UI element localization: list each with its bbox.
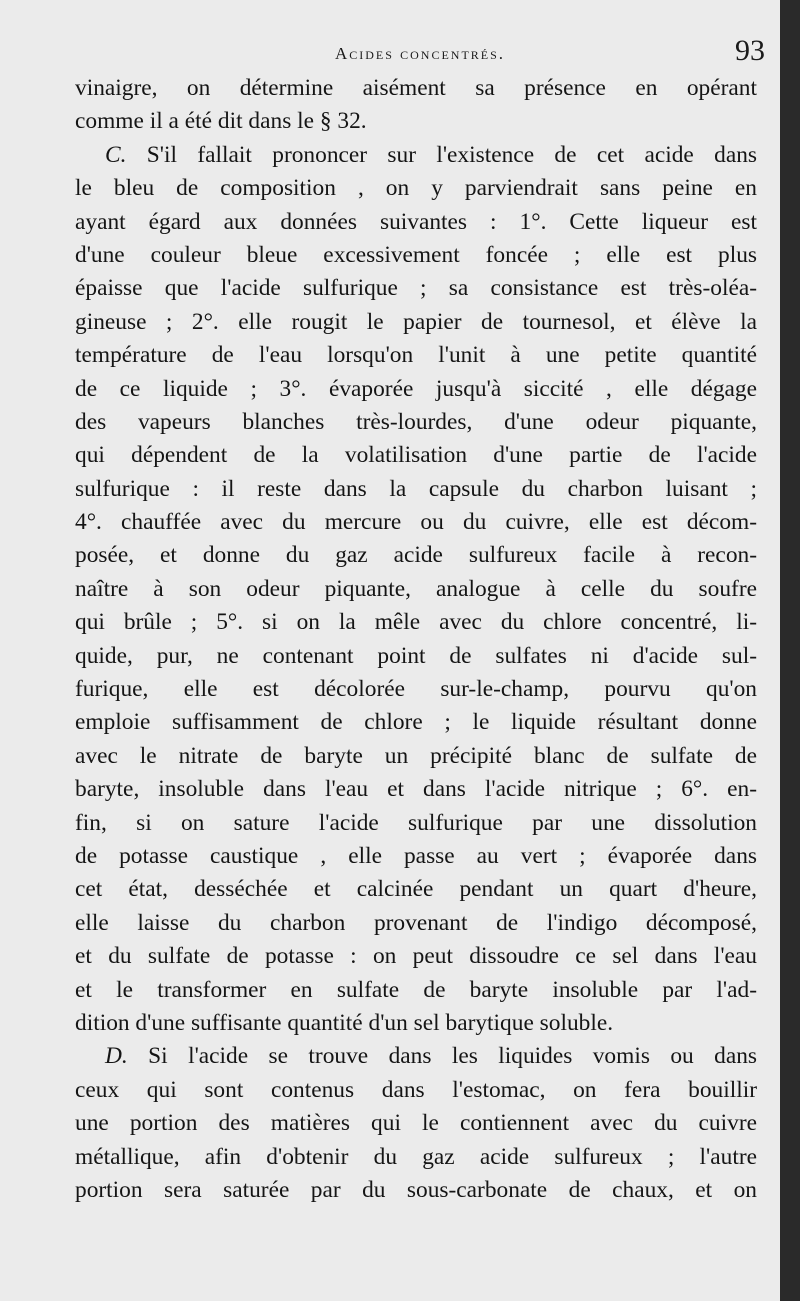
line-text: épaisse que l'acide sulfurique ; sa consistance est très-oléa-	[75, 275, 757, 302]
text-line	[75, 539, 757, 572]
text-line	[75, 72, 757, 105]
line-text: qui dépendent de la volatilisation d'une partie de l'acide	[75, 442, 757, 469]
text-line	[75, 206, 757, 239]
line-text: furique, elle est décolorée sur-le-champ, pourvu qu'on	[75, 676, 757, 703]
line-text: de potasse caustique , elle passe au vert ; évaporée dans	[75, 842, 757, 869]
line-text: des vapeurs blanches très-lourdes, d'une odeur piquante,	[75, 408, 757, 435]
text-line	[75, 139, 757, 172]
line-text: emploie suffisamment de chlore ; le liquide résultant donne	[75, 709, 757, 736]
line-text: dition d'une suffisante quantité d'un sel barytique soluble.	[75, 1009, 614, 1036]
line-text: elle laisse du charbon provenant de l'indigo décomposé,	[75, 909, 757, 936]
text-line	[75, 239, 757, 272]
text-line	[75, 373, 757, 406]
line-text: 4°. chauffée avec du mercure ou du cuivre, elle est décom-	[75, 509, 757, 536]
section-letter: C.	[105, 141, 127, 168]
line-text: posée, et donne du gaz acide sulfureux facile à recon-	[75, 542, 757, 569]
text-line	[75, 339, 757, 372]
running-title: Acides concentrés.	[334, 44, 506, 63]
line-text: et du sulfate de potasse : on peut dissoudre ce sel dans l'eau	[75, 943, 757, 970]
text-line	[75, 773, 757, 806]
line-text: sulfurique : il reste dans la capsule du charbon luisant ;	[75, 475, 757, 502]
line-text: fin, si on sature l'acide sulfurique par une dissolution	[75, 809, 757, 836]
line-text: vinaigre, on détermine aisément sa présence en opérant	[75, 75, 757, 101]
text-line	[75, 807, 757, 840]
line-text: S'il fallait prononcer sur l'existence de cet acide dans	[126, 141, 757, 168]
text-line	[75, 840, 757, 873]
text-line	[75, 306, 757, 339]
line-text: gineuse ; 2°. elle rougit le papier de tournesol, et élève la	[75, 308, 757, 335]
text-line	[75, 940, 757, 973]
text-line	[75, 673, 757, 706]
line-text: métallique, afin d'obtenir du gaz acide sulfureux ; l'autre	[75, 1143, 757, 1170]
line-text: comme il a été dit dans le § 32.	[75, 108, 367, 135]
line-text: baryte, insoluble dans l'eau et dans l'acide nitrique ; 6°. en-	[75, 776, 757, 803]
text-line	[75, 573, 757, 606]
line-text: quide, pur, ne contenant point de sulfates ni d'acide sul-	[75, 642, 757, 669]
text-line	[75, 1040, 757, 1073]
line-text: d'une couleur bleue excessivement foncée ; elle est plus	[75, 241, 757, 268]
text-line	[75, 740, 757, 773]
page-number: 93	[735, 34, 765, 67]
text-line	[75, 406, 757, 439]
text-line	[75, 706, 757, 739]
text-line	[75, 172, 757, 205]
text-line	[75, 272, 757, 305]
line-text: qui brûle ; 5°. si on la mêle avec du chlore concentré, li-	[75, 609, 757, 636]
line-text: Si l'acide se trouve dans les liquides vomis ou dans	[127, 1043, 757, 1070]
text-line	[75, 105, 757, 138]
scan-edge	[780, 0, 800, 1301]
text-line	[75, 974, 757, 1007]
text-line	[75, 439, 757, 472]
line-text: ceux qui sont contenus dans l'estomac, on fera bouillir	[75, 1076, 757, 1103]
text-line	[75, 1007, 757, 1040]
line-text: naître à son odeur piquante, analogue à celle du soufre	[75, 575, 757, 602]
line-text: de ce liquide ; 3°. évaporée jusqu'à siccité , elle dégage	[75, 375, 757, 402]
line-text: le bleu de composition , on y parviendrait sans peine en	[75, 175, 757, 202]
line-text: température de l'eau lorsqu'on l'unit à une petite quantité	[75, 342, 757, 369]
text-line	[75, 1174, 757, 1207]
text-line	[75, 1074, 757, 1107]
text-line	[75, 473, 757, 506]
section-letter: D.	[105, 1043, 128, 1070]
line-text: et le transformer en sulfate de baryte insoluble par l'ad-	[75, 976, 757, 1003]
line-text: portion sera saturée par du sous-carbonate de chaux, et on	[75, 1176, 757, 1203]
text-line	[75, 506, 757, 539]
text-line	[75, 873, 757, 906]
body-text	[75, 72, 757, 1207]
text-line	[75, 1141, 757, 1174]
text-line	[75, 606, 757, 639]
line-text: avec le nitrate de baryte un précipité blanc de sulfate de	[75, 742, 757, 769]
line-text: ayant égard aux données suivantes : 1°. Cette liqueur est	[75, 208, 757, 235]
text-line	[75, 907, 757, 940]
line-text: cet état, desséchée et calcinée pendant un quart d'heure,	[75, 876, 757, 903]
line-text: une portion des matières qui le contiennent avec du cuivre	[75, 1110, 757, 1137]
text-line	[75, 640, 757, 673]
text-line	[75, 1107, 757, 1140]
